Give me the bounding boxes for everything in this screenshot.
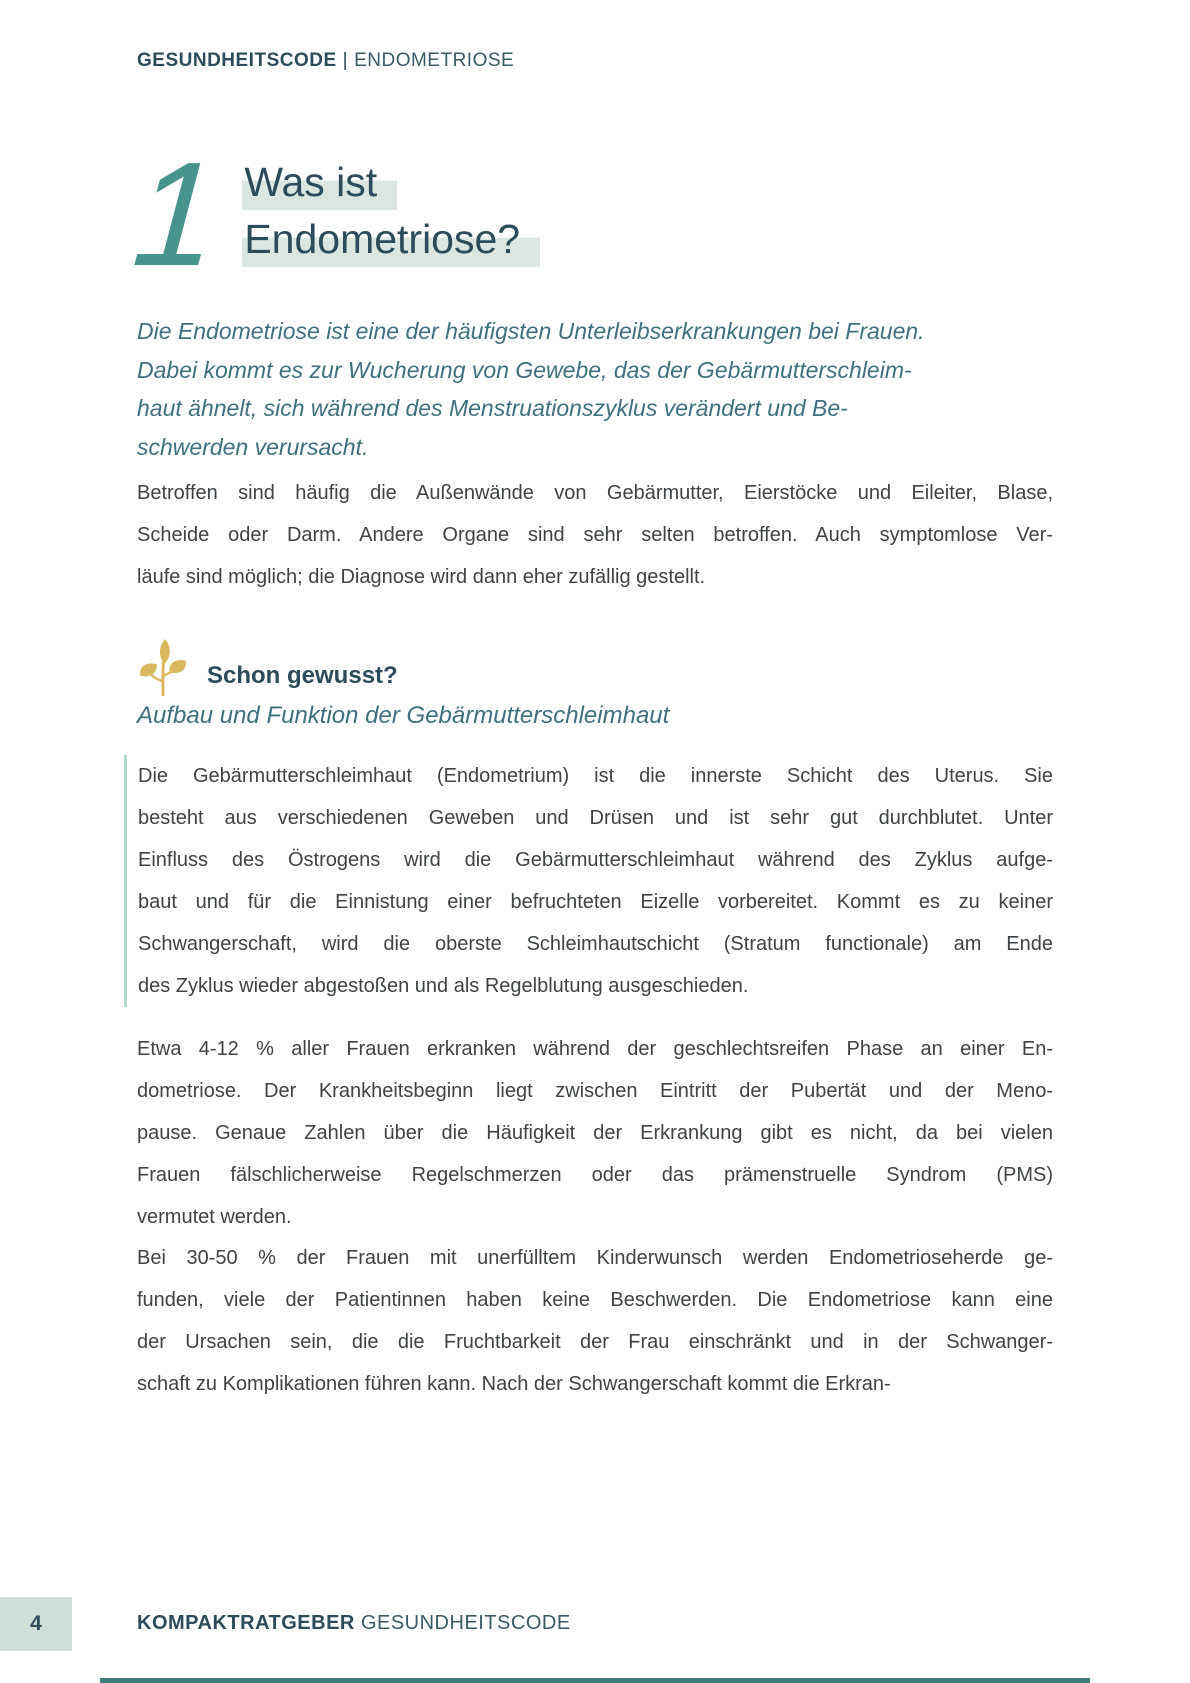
page-number: 4: [30, 1612, 42, 1635]
chapter-title-line-1: Was ist: [242, 159, 397, 210]
sprout-stem: [163, 662, 164, 695]
text-line: Scheide oder Darm. Andere Organe sind sehr selten betroffen. Auch symptomlose Ver-: [137, 524, 1053, 546]
lead-paragraph: [137, 312, 1067, 466]
text-line: Dabei kommt es zur Wucherung von Gewebe, das der Gebärmutterschleim-: [137, 356, 912, 383]
text-line: baut und für die Einnistung einer befruchteten Eizelle vorbereitet. Kommt es zu keiner: [138, 891, 1053, 913]
header-brand: GESUNDHEITSCODE: [137, 50, 337, 71]
footer-brand: [137, 1612, 571, 1635]
page-number-box: [0, 1597, 72, 1651]
text-line: schaft zu Komplikationen führen kann. Nach der Schwangerschaft kommt die Erkran-: [137, 1373, 891, 1395]
chapter-title: [242, 140, 540, 268]
bottom-edge-bar: [100, 1678, 1090, 1683]
text-line: Frauen fälschlicherweise Regelschmerzen oder das prämenstruelle Syndrom (PMS): [137, 1164, 1053, 1186]
text-line: dometriose. Der Krankheitsbeginn liegt zwischen Eintritt der Pubertät und der Meno-: [137, 1080, 1053, 1102]
chapter-heading: [128, 132, 540, 297]
infobox-text: [124, 755, 1053, 1007]
chapter-title-line-2: Endometriose?: [242, 216, 540, 267]
sprout-leaf-left: [140, 663, 157, 676]
text-line: besteht aus verschiedenen Geweben und Drüsen und ist sehr gut durchblutet. Unter: [138, 807, 1053, 829]
sprout-icon: [137, 638, 189, 696]
sprout-leaf-right: [169, 660, 186, 673]
intro-paragraph: [137, 472, 1053, 598]
body-paragraph-1: [137, 1028, 1053, 1238]
body-paragraph-2: [137, 1237, 1053, 1405]
text-line: Etwa 4-12 % aller Frauen erkranken während der geschlechtsreifen Phase an einer En-: [137, 1038, 1053, 1060]
sprout-leaf-top: [160, 639, 170, 664]
did-you-know-header: [137, 638, 398, 696]
text-line: vermutet werden.: [137, 1206, 292, 1228]
text-line: pause. Genaue Zahlen über die Häufigkeit der Erkrankung gibt es nicht, da bei vielen: [137, 1122, 1053, 1144]
infobox-subtitle: Aufbau und Funktion der Gebärmutterschleimhaut: [137, 702, 670, 729]
text-line: Einfluss des Östrogens wird die Gebärmutterschleimhaut während des Zyklus aufge-: [138, 849, 1053, 871]
text-line: Die Endometriose ist eine der häufigsten Unterleibserkrankungen bei Frauen.: [137, 318, 925, 344]
text-line: Betroffen sind häufig die Außenwände von Gebärmutter, Eierstöcke und Eileiter, Blase,: [137, 482, 1053, 504]
text-line: haut ähnelt, sich während des Menstruationszyklus verändert und Be-: [137, 395, 848, 421]
text-line: Die Gebärmutterschleimhaut (Endometrium) ist die innerste Schicht des Uterus. Sie: [138, 765, 1053, 787]
text-line: schwerden verursacht.: [137, 433, 369, 460]
header-separator: |: [342, 50, 349, 71]
header-section-title: ENDOMETRIOSE: [354, 50, 515, 71]
chapter-number: 1: [128, 132, 223, 297]
footer-brand-bold: KOMPAKTRATGEBER: [137, 1612, 355, 1634]
text-line: der Ursachen sein, die die Fruchtbarkeit der Frau einschränkt und in der Schwanger-: [137, 1331, 1053, 1353]
footer-brand-regular: GESUNDHEITSCODE: [360, 1612, 571, 1634]
page-header: [137, 50, 514, 72]
text-line: funden, viele der Patientinnen haben keine Beschwerden. Die Endometriose kann eine: [137, 1289, 1053, 1311]
text-line: des Zyklus wieder abgestoßen und als Regelblutung ausgeschieden.: [138, 975, 749, 997]
text-line: läufe sind möglich; die Diagnose wird dann eher zufällig gestellt.: [137, 566, 706, 588]
text-line: Bei 30-50 % der Frauen mit unerfülltem Kinderwunsch werden Endometrioseherde ge-: [137, 1247, 1053, 1269]
text-line: Schwangerschaft, wird die oberste Schleimhautschicht (Stratum functionale) am Ende: [138, 933, 1053, 955]
did-you-know-heading: Schon gewusst?: [207, 662, 398, 689]
